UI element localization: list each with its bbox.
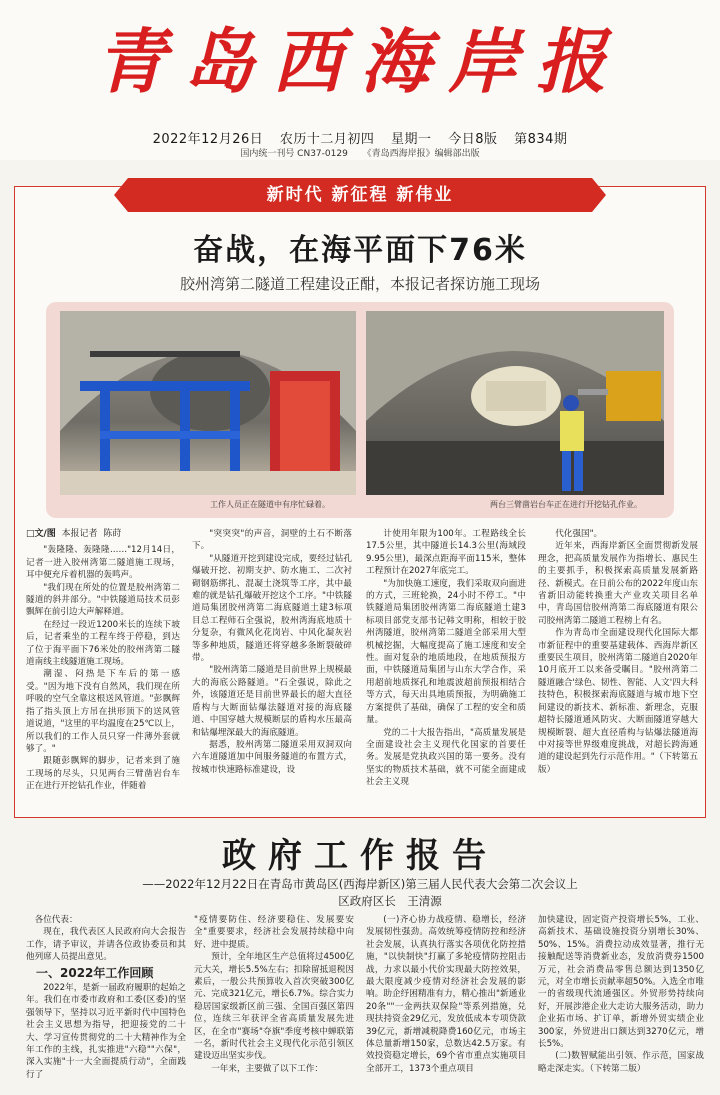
photo-caption-left: 工作人员正在隧道中有序忙碌着。 — [210, 500, 330, 509]
paragraph: 近年来，西海岸新区全面贯彻新发展理念，把高质量发展作为指增长、惠民生的主要抓手，积极探索高质量发展新路径、新模式。在日前公布的2022年度山东省新旧动能转换重大产业攻关项目名单中，青岛国信胶州湾第二海底隧道有限公司胶州湾第二隧道工程榜上有名。 — [538, 541, 698, 626]
issue-lunar: 农历十二月初四 — [279, 132, 375, 147]
feature-column-2 — [192, 528, 352, 814]
byline-label: □文/图 — [26, 529, 56, 539]
issue-number: 第834期 — [514, 132, 568, 147]
paragraph: 潮湿、闷热是下车后的第一感受。"因为地下没有自然风，我们现在所呼吸的空气全靠这根送风管道。"彭飘辉指了指头顶上方吊在拱形顶下的送风管道说道，"这里的平均温度在25℃以上，所以我们的工作人员只穿一件薄外套就够了。" — [26, 669, 180, 754]
newspaper-title: 青岛西海岸报 — [96, 20, 624, 103]
feature-subhead: 胶州湾第二隧道工程建设正酣，本报记者探访施工现场 — [179, 275, 540, 293]
paragraph: 在经过一段近1200米长的连续下坡后，记者乘坐的工程车终于停稳，到达了位于海平面下76米处的胶州湾第二隧道南线主线隧道施工现场。 — [26, 619, 180, 668]
paragraph: 据悉，胶州湾第二隧道采用双洞双向六车道隧道加中间服务隧道的布置方式，按城市快速路标准建设，设 — [192, 739, 352, 775]
paragraph: "胶州湾第二隧道是目前世界上规模最大的海底公路隧道。"石全强说，除此之外，该隧道还是目前世界最长的超大直径盾构与大断面钻爆法隧道对接的海底隧道、中国穿越大规模断层的盾构水压最高和钻爆埋深最大的海底隧道。 — [192, 665, 352, 738]
feature-column-1 — [26, 528, 180, 814]
paragraph: 加快建设，固定资产投资增长5%，工业、高新技术、基础设施投资分别增长30%、50%、15%。消费拉动成效显著，推行无接触配送等消费新业态，发放消费券1500万元，社会消费品零售总额达到1350亿元，对全市增长贡献率超50%。入选全市唯一的省级现代流通强区。外贸形势持续向好，开展涉港企业大走访大服务活动，助力企业拓市场、扩订单，新增外贸实绩企业300家，外贸进出口额达到3270亿元，增长5%。 — [538, 915, 704, 1050]
paragraph: 各位代表： — [34, 915, 78, 925]
byline — [26, 528, 180, 540]
paragraph: (二)数智赋能出引领、作示范，国家战略走深走实。（下转第二版） — [538, 1051, 704, 1074]
report-column-1 — [26, 914, 186, 1092]
byline-title: 本报记者 — [61, 529, 98, 539]
paragraph: "从隧道开挖到建设完成，要经过钻孔爆破开挖、初期支护、防水施工、二次衬砌钢筋绑扎、混凝土浇筑等工序，其中最难的就是钻孔爆破开挖这个工序。"中铁隧道局集团胶州湾第二海底隧道土建3标项目总工程师石全强说，胶州湾海底地质十分复杂，有微风化花岗岩、中风化凝灰岩等多种地质，隧道还将穿越多条断裂破碎带。 — [192, 553, 352, 664]
paragraph: "轰隆隆、轰隆隆……"12月14日，记者一进入胶州湾第二隧道施工现场，耳中便充斥着机器的轰鸣声。 — [26, 545, 180, 581]
issue-date: 2022年12月26日 — [152, 132, 264, 147]
report-subtitle: ——2022年12月22日在青岛市黄岛区(西海岸新区)第三届人民代表大会第二次会议上 — [142, 877, 578, 891]
paragraph: 2022年，是新一届政府履职的起始之年。我们在市委市政府和工委(区委)的坚强领导下，坚持以习近平新时代中国特色社会主义思想为指导，把迎接党的二十大、学习宣传贯彻党的二十大精神作为全年工作的主线，扎实推进"六稳""六保"，深入实施"十一大全面提质行动"，全面践行了 — [26, 983, 186, 1080]
paragraph: 一年来，主要做了以下工作： — [211, 1063, 323, 1074]
report-column-3 — [366, 914, 526, 1092]
drilling-rig-photo — [366, 311, 664, 495]
report-section-heading: 一、2022年工作回顾 — [36, 965, 154, 980]
issue-registration — [0, 146, 720, 159]
paragraph: "疫情要防住、经济要稳住、发展要安全"重要要求，经济社会发展持续稳中向好、进中提质。 — [194, 915, 354, 950]
tunnel-trolley-photo — [60, 311, 356, 495]
report-title: 政府工作报告 — [222, 836, 498, 876]
masthead — [0, 0, 720, 160]
paragraph: 跟随彭飘辉的脚步，记者来到了施工现场的尽头，只见两台三臂凿岩台车正在进行开挖钻孔作业，伴随着 — [26, 756, 180, 792]
paragraph: 党的二十大报告指出，"高质量发展是全面建设社会主义现代化国家的首要任务。发展是党执政兴国的第一要务。没有坚实的物质技术基础，就不可能全面建成社会主义现 — [366, 727, 526, 788]
paragraph: 预计，全年地区生产总值将过4500亿元大关，增长5.5%左右；扣除留抵退税因素后，一般公共预算收入首次突破300亿元、完成321亿元，增长6.7%。综合实力稳居国家级新区前三强、全国百强区第四位，连续三年获评全省高质量发展先进区，在全市"赛场"夺旗"季度考核中蝉联第一名，新时代社会主义现代化示范引领区建设迈出坚实步伐。 — [194, 952, 354, 1062]
issue-editor: 《青岛西海岸报》编辑部出版 — [362, 149, 480, 159]
report-author: 区政府区长 王清源 — [338, 894, 442, 908]
feature-headline: 奋战，在海平面下76米 — [193, 233, 527, 268]
feature-banner: 新时代 新征程 新伟业 — [128, 178, 592, 212]
paragraph: 计使用年限为100年。工程路线全长17.5公里，其中隧道长14.3公里(海域段9.95公里)，最深点距海平面115米，整体工程预计在2027年底完工。 — [366, 529, 526, 577]
feature-column-3 — [366, 528, 526, 814]
paragraph: 作为青岛市全面建设现代化国际大都市新征程中的重要基建载体、西海岸新区重要民生项目，胶州湾第二隧道自2020年10月底开工以来备受瞩目。"胶州湾第二隧道融合'绿色、韧性、智能、人文'四大科技特色，积极探索海底隧道与城市地下空间建设的新技术、新标准、新理念，克服超特长隧道通风防灾、大断面隧道穿越大规模断裂、超大直径盾构与钻爆法隧道海中对接等世界级难度挑战，对超长跨海通道的建设起到先行示范作用。"（下转第五版） — [538, 628, 698, 775]
paragraph: "为加快施工速度，我们采取双向面进的方式，三班轮换，24小时不停工。"中铁隧道局集团胶州湾第二海底隧道土建3标项目部党支部书记韩文明称，相较于胶州湾隧道，胶州湾第二隧道全部采用大型机械挖掘，大幅度提高了施工速度和安全性。面对复杂的地质地段，在地质预报方面，中铁隧道局集团与山东大学合作，采用超前地质探孔和地震波超前预报相结合等方式，每天出具地质预报，为明确施工方案提供了基础，确保了工程的安全和质量。 — [366, 578, 526, 726]
paragraph: "突突突"的声音，洞壁的土石不断落下。 — [192, 529, 352, 552]
report-column-2 — [194, 914, 354, 1092]
issue-pages: 今日8版 — [448, 132, 498, 147]
photo-caption-right: 两台三臂凿岩台车正在进行开挖钻孔作业。 — [490, 500, 642, 509]
paragraph: (一)齐心协力战疫情、稳增长，经济发展韧性强劲。高效统筹疫情防控和经济社会发展，认真执行落实各项优化防控措施，"以快制快"打赢了多轮疫情防控阻击战，力求以最小代价实现最大防控效果，最大限度减少疫情对经济社会发展的影响。助企纾困精准有力，精心推出"新通业20条""一金两扶双保险"等系列措施，兑现扶持资金29亿元，发放低成本专项贷款39亿元，新增减税降费160亿元，市场主体总量新增150家，总数达42.5万家。有效投资稳定增长，69个省市重点实施项目全部开工，1373个重点项目 — [366, 915, 526, 1074]
issue-cn: 国内统一刊号 CN37-0129 — [240, 149, 348, 159]
report-column-4 — [538, 914, 704, 1092]
feature-column-4 — [538, 528, 698, 814]
paragraph: 代化强国"。 — [555, 529, 603, 539]
paragraph: "我们现在所处的位置是胶州湾第二隧道的斜井部分。"中铁隧道局技术员彭飘辉在前引边大声解释道。 — [26, 582, 180, 618]
issue-weekday: 星期一 — [391, 132, 432, 147]
paragraph: 现在，我代表区人民政府向大会报告工作，请予审议，并请各位政协委员和其他列席人员提出意见。 — [26, 927, 186, 963]
byline-reporter: 陈莳 — [103, 529, 122, 539]
issue-info — [0, 128, 720, 147]
